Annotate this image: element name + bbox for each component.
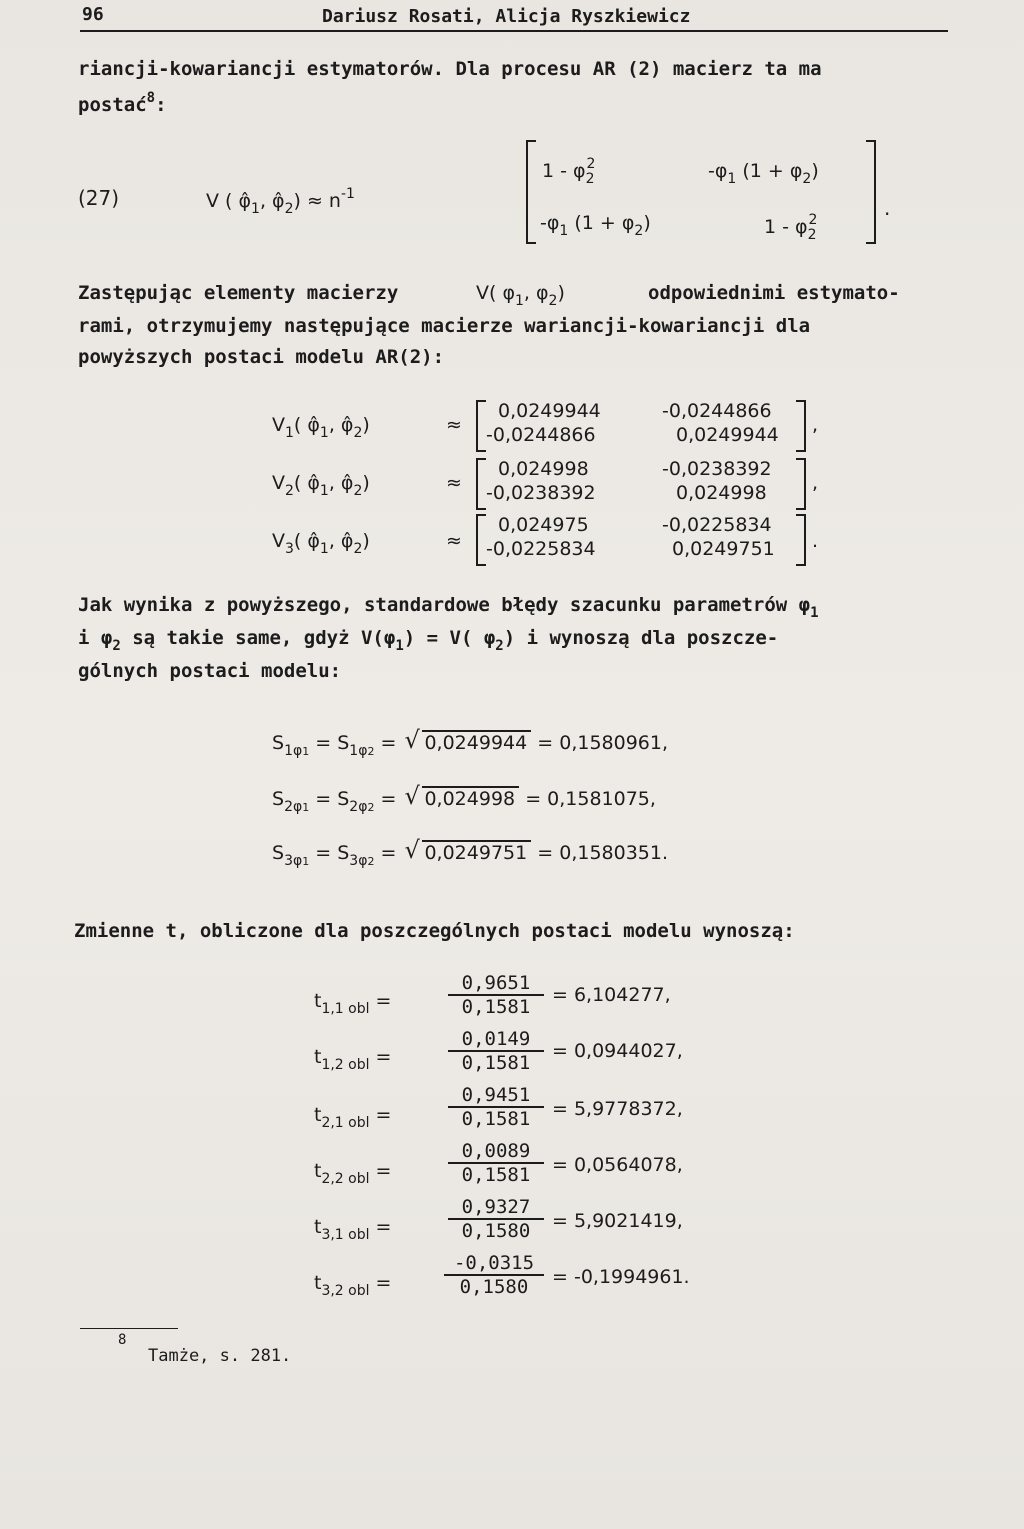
footnote-ref: 8 (146, 90, 156, 106)
matrix-v1-right-bracket (796, 400, 806, 452)
matrix-27-cell-22: $1 - \varphi_2^2$ (764, 212, 818, 243)
matrix-v2-lhs: $V_2$( $\varphî_1$, $\varphî_2$) (272, 472, 370, 499)
equation-number: (27) (78, 186, 120, 210)
matrix-v3-cell-22: 0,0249751 (672, 538, 775, 560)
matrix-v3-cell-11: 0,024975 (498, 514, 589, 536)
header-rule (80, 30, 948, 32)
matrix-v3-cell-21: -0,0225834 (486, 538, 596, 560)
matrix-v1-lhs: $V_1$( $\varphî_1$, $\varphî_2$) (272, 414, 370, 441)
matrix-27-cell-11: $1 - \varphi_2^2$ (542, 156, 596, 187)
para2-line-1a: Zastępując elementy macierzy (78, 282, 399, 304)
matrix-v2-cell-21: -0,0238392 (486, 482, 596, 504)
std-error-row: $S_{1\varphi 1} = S_{1\varphi 2}$ = √ 0,0249944 = 0,1580961, (272, 726, 669, 759)
footnote-mark: 8 (118, 1332, 127, 1348)
para3-line-1: Jak wynika z powyższego, standardowe błędy szacunku parametrów $\varphi_1$ (78, 594, 819, 621)
std-error-row: $S_{3\varphi 1} = S_{3\varphi 2}$ = √ 0,0249751 = 0,1580351. (272, 836, 669, 869)
book-page: 96 Dariusz Rosati, Alicja Ryszkiewicz riancji-kowariancji estymatorów. Dla procesu AR (2) macierz ta ma postać$^8$: (27) V ( $\varphî_1$, $\varphî_2) \approx n^{-1}$ $1 - \varphi_2^2$ $-\varphi_1$ $(1 + \varphi_2)$ $-\varphi_1$ $(1 + \varphi_2)$ $1 - \varphi_2^2$ . Zastępując elementy macierzy V( $\varphi_1$, $\varphi_2$) odpowiednimi estymato- rami, otrzymujemy następujące macierze wariancji-kowariancji dla powyższych postaci modelu AR(2): $V_1$( $\varphî_1$, $\varphî_2$) ≈ 0,0249944 -0,0244866 -0,0244866 0,0249944 , $V_2$( $\varphî_1$, $\varphî_2$) ≈ 0,024998 -0,0238392 -0,0238392 0,024998 , $V_3$( $\varphî_1$, $\varphî_2$) ≈ 0,024975 -0,0225834 -0,0225834 0,0249751 . Jak wynika z powyższego, standardowe błędy szacunku parametrów $\varphi_1$ i $\varphi_2$ są takie same, gdyż $V(\varphi_1) = V$( $\varphi_2$) i wynoszą dla poszcze- gólnych postaci modelu: $S_{1\varphi 1} = S_{1\varphi 2}$ = √ 0,0249944 = 0,1580961, $S_{2\varphi 1} = S_{2\varphi 2}$ = √ 0,024998 = 0,1581075, $S_{3\varphi 1} = S_{3\varphi 2}$ = √ 0,0249751 = 0,1580351. Zmienne t, obliczone dla poszczególnych postaci modelu wynoszą: $t_{1,1 obl}$ = $\frac{0,9651}{0,1581}$ = 6,104277, $t_{1,2 obl}$ = $\frac{0,0149}{0,1581}$ = 0,0944027, $t_{2,1 obl}$ = $\frac{0,9451}{0,1581}$ = 5,9778372, $t_{2,2 obl}$ = $\frac{0,0089}{0,1581}$ = 0,0564078, $t_{3,1 obl}$ = $\frac{0,9327}{0,1580}$ = 5,9021419, $t_{3,2 obl}$ = $\frac{-0,0315}{0,1580}$ = -0,1994961. 8 Tamże, s. 281. (0, 0, 1024, 1529)
matrix-v1-equals: ≈ (446, 414, 462, 436)
para2-line-1e: odpowiednimi estymato- (648, 282, 900, 304)
matrix-v1-cell-12: -0,0244866 (662, 400, 772, 422)
fraction: $\frac{0,0149}{0,1581}$ (448, 1028, 544, 1074)
intro-line-2: postać$^8$: (78, 90, 167, 116)
matrix-27-cell-21: $-\varphi_1$ $(1 + \varphi_2)$ (540, 212, 651, 239)
para3-line-2: i $\varphi_2$ są takie same, gdyż $V(\varphi_1) = V$( $\varphi_2$) i wynoszą dla poszcze- (78, 627, 779, 654)
matrix-v2-cell-12: -0,0238392 (662, 458, 772, 480)
running-title: Dariusz Rosati, Alicja Ryszkiewicz (322, 6, 691, 27)
matrix-v3-cell-12: -0,0225834 (662, 514, 772, 536)
std-error-row: $S_{2\varphi 1} = S_{2\varphi 2}$ = √ 0,024998 = 0,1581075, (272, 782, 656, 815)
matrix-27-right-bracket (866, 140, 876, 244)
matrix-v2-cell-11: 0,024998 (498, 458, 589, 480)
matrix-v1-left-bracket (476, 400, 486, 452)
matrix-v3-left-bracket (476, 514, 486, 566)
matrix-v2-left-bracket (476, 458, 486, 510)
equation-27-lhs: V ( $\varphî_1$, $\varphî_2) \approx n^{-1}$ (206, 186, 355, 217)
fraction: $\frac{0,0089}{0,1581}$ (448, 1140, 544, 1186)
matrix-27-cell-12: $-\varphi_1$ $(1 + \varphi_2)$ (708, 160, 819, 187)
page-number: 96 (82, 4, 104, 25)
sqrt-symbol: √ 0,024998 (402, 786, 519, 810)
fraction: $\frac{0,9651}{0,1581}$ (448, 972, 544, 1018)
sqrt-symbol: √ 0,0249944 (402, 730, 531, 754)
para2-line-2: rami, otrzymujemy następujące macierze wariancji-kowariancji dla (78, 315, 811, 337)
fraction: $\frac{0,9451}{0,1581}$ (448, 1084, 544, 1130)
matrix-27-left-bracket (526, 140, 536, 244)
para4-line-1: Zmienne t, obliczone dla poszczególnych postaci modelu wynoszą: (74, 920, 795, 942)
para3-line-3: gólnych postaci modelu: (78, 660, 342, 682)
para2-line-3: powyższych postaci modelu AR(2): (78, 346, 445, 368)
fraction: $\frac{0,9327}{0,1580}$ (448, 1196, 544, 1242)
matrix-v1-cell-21: -0,0244866 (486, 424, 596, 446)
para2-inline-formula: V( $\varphi_1$, $\varphi_2$) (476, 282, 565, 309)
sqrt-symbol: √ 0,0249751 (402, 840, 531, 864)
matrix-v3-lhs: $V_3$( $\varphî_1$, $\varphî_2$) (272, 530, 370, 557)
matrix-v2-punct: , (812, 472, 819, 494)
matrix-v2-right-bracket (796, 458, 806, 510)
matrix-v3-right-bracket (796, 514, 806, 566)
matrix-v1-punct: , (812, 414, 819, 436)
matrix-v3-equals: ≈ (446, 530, 462, 552)
intro-line-1: riancji-kowariancji estymatorów. Dla procesu AR (2) macierz ta ma (78, 58, 822, 80)
footnote-text: Tamże, s. 281. (148, 1346, 292, 1366)
matrix-v1-cell-11: 0,0249944 (498, 400, 601, 422)
matrix-v2-equals: ≈ (446, 472, 462, 494)
footnote-rule (80, 1328, 178, 1329)
matrix-v1-cell-22: 0,0249944 (676, 424, 779, 446)
matrix-v3-punct: . (812, 530, 819, 552)
fraction: $\frac{-0,0315}{0,1580}$ (444, 1252, 544, 1298)
matrix-v2-cell-22: 0,024998 (676, 482, 767, 504)
equation-27-period: . (884, 196, 891, 220)
